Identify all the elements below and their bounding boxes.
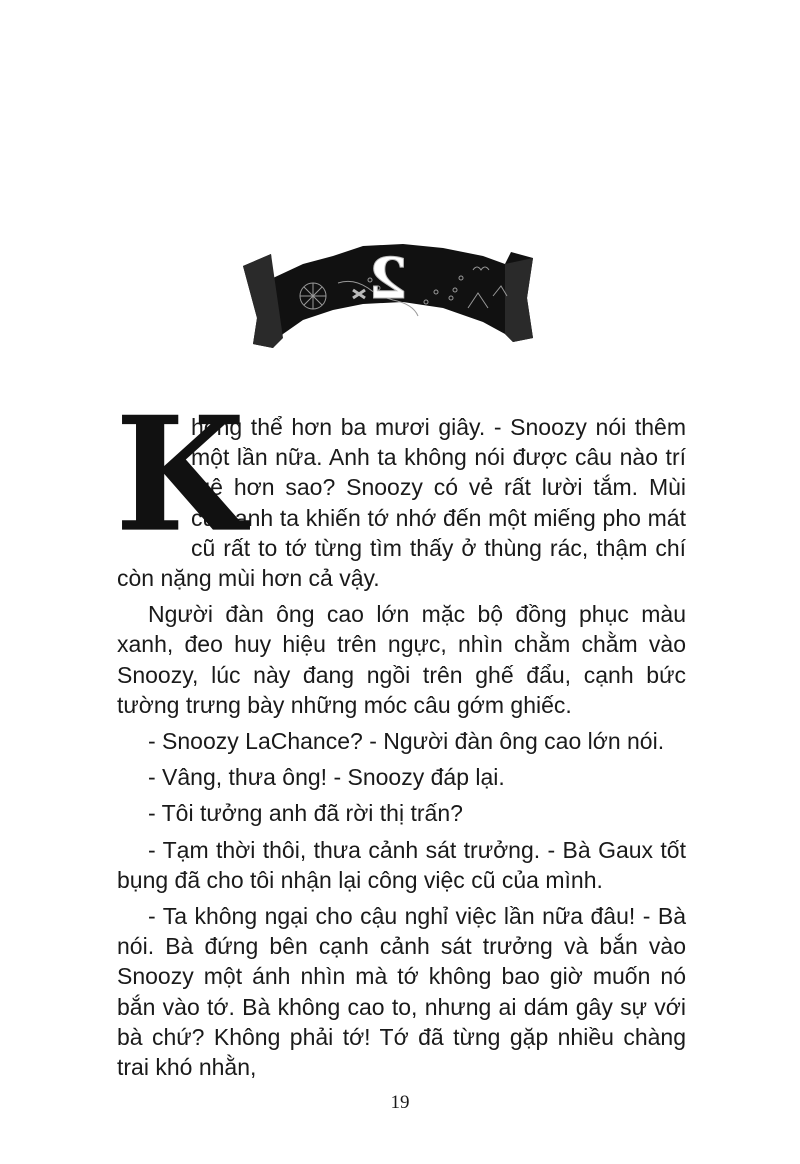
- chapter-number: 2: [368, 246, 408, 312]
- paragraph: - Ta không ngại cho cậu nghỉ việc lần nữa đâu! - Bà nói. Bà đứng bên cạnh cảnh sát trưởng và bắn vào Snoozy một ánh nhìn mà tớ không bao giờ muốn nó bắn vào tớ. Bà không cao to, nhưng ai dám gây sự với bà chứ? Không phải tớ! Tớ đã từng gặp nhiều chàng trai khó nhằn,: [117, 903, 686, 1081]
- paragraph: Người đàn ông cao lớn mặc bộ đồng phục màu xanh, đeo huy hiệu trên ngực, nhìn chằm chằm vào Snoozy, lúc này đang ngồi trên ghế đẩu, cạnh bức tường trưng bày những móc câu gớm ghiếc.: [117, 601, 686, 718]
- paragraph: - Tôi tưởng anh đã rời thị trấn?: [148, 800, 463, 827]
- paragraph-text: hông thể hơn ba mươi giây. - Snoozy nói thêm một lần nữa. Anh ta không nói được câu nào trí tuệ hơn sao? Snoozy có vẻ rất lười tắm. Mùi của anh ta khiến tớ nhớ đến một miếng pho mát cũ rất to tớ từng tìm thấy ở thùng rác, thậm chí còn nặng mùi hơn cả vậy.: [117, 414, 686, 592]
- paragraph: - Vâng, thưa ông! - Snoozy đáp lại.: [148, 764, 505, 791]
- paragraph: [115, 382, 686, 593]
- page-number: 19: [390, 1092, 410, 1113]
- paragraph: - Tạm thời thôi, thưa cảnh sát trưởng. - Bà Gaux tốt bụng đã cho tôi nhận lại công việc cũ của mình.: [117, 836, 686, 893]
- chapter-banner: [243, 238, 533, 358]
- paragraph: - Snoozy LaChance? - Người đàn ông cao lớn nói.: [148, 728, 665, 755]
- body-text: [115, 382, 686, 1088]
- drop-cap: K: [115, 382, 246, 568]
